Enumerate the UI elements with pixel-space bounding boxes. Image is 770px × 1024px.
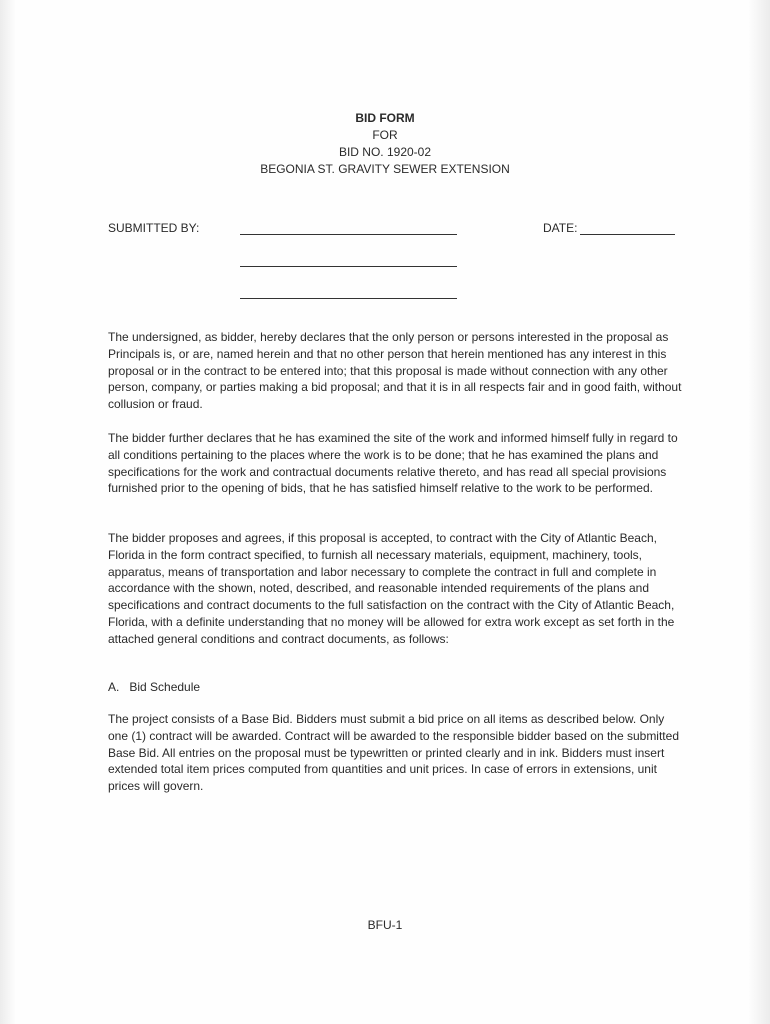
bid-number: BID NO. 1920-02 — [338, 145, 432, 159]
submitted-by-label: SUBMITTED BY: — [108, 221, 200, 235]
submitted-by-line-1 — [240, 234, 457, 235]
section-a-heading: A. Bid Schedule — [108, 680, 201, 694]
header-for-line: FOR — [372, 128, 398, 142]
page-number: BFU-1 — [367, 918, 403, 932]
submitted-by-line-3 — [240, 298, 457, 299]
project-name: BEGONIA ST. GRAVITY SEWER EXTENSION — [260, 162, 510, 176]
agreement-paragraph: The bidder proposes and agrees, if this proposal is accepted, to contract with the City of Atlantic Beach, Florida in the form contract specified, to furnish all necessary materials, equipment, machinery, tools, apparatus, means of transportation and labor necessary to complete the contract in full and complete in accordance with the shown, noted, described, and reasonable intended requirements of the plans and specifications and contract documents to the full satisfaction on the contract with the City of Atlantic Beach, Florida, with a definite understanding that no money will be allowed for extra work except as set forth in the attached general conditions and contract documents, as follows: — [108, 531, 675, 646]
document-title: BID FORM — [355, 111, 415, 125]
submitted-by-line-2 — [240, 266, 457, 267]
bid-schedule-paragraph: The project consists of a Base Bid. Bidders must submit a bid price on all items as described below. Only one (1) contract will be awarded. Contract will be awarded to the responsible bidder based on the submitted Base Bid. All entries on the proposal must be typewritten or printed clearly and in ink. Bidders must insert extended total item prices computed from quantities and unit prices. In case of errors in extensions, unit prices will govern. — [108, 712, 679, 794]
date-line — [580, 234, 675, 235]
site-examination-paragraph: The bidder further declares that he has examined the site of the work and informed himself fully in regard to all conditions pertaining to the places where the work is to be done; that he has examined the plans and specifications for the work and contractual documents relative thereto, and has read all special provisions furnished prior to the opening of bids, that he has satisfied himself relative to the work to be performed. — [108, 431, 678, 496]
document-header — [0, 110, 770, 178]
date-label: DATE: — [543, 221, 578, 235]
declaration-paragraph: The undersigned, as bidder, hereby declares that the only person or persons interested in the proposal as Principals is, or are, named herein and that no other person that herein mentioned has any interest in this proposal or in the contract to be entered into; that this proposal is made without connection with any other person, company, or parties making a bid proposal; and that it is in all respects fair and in good faith, without collusion or fraud. — [108, 330, 682, 412]
